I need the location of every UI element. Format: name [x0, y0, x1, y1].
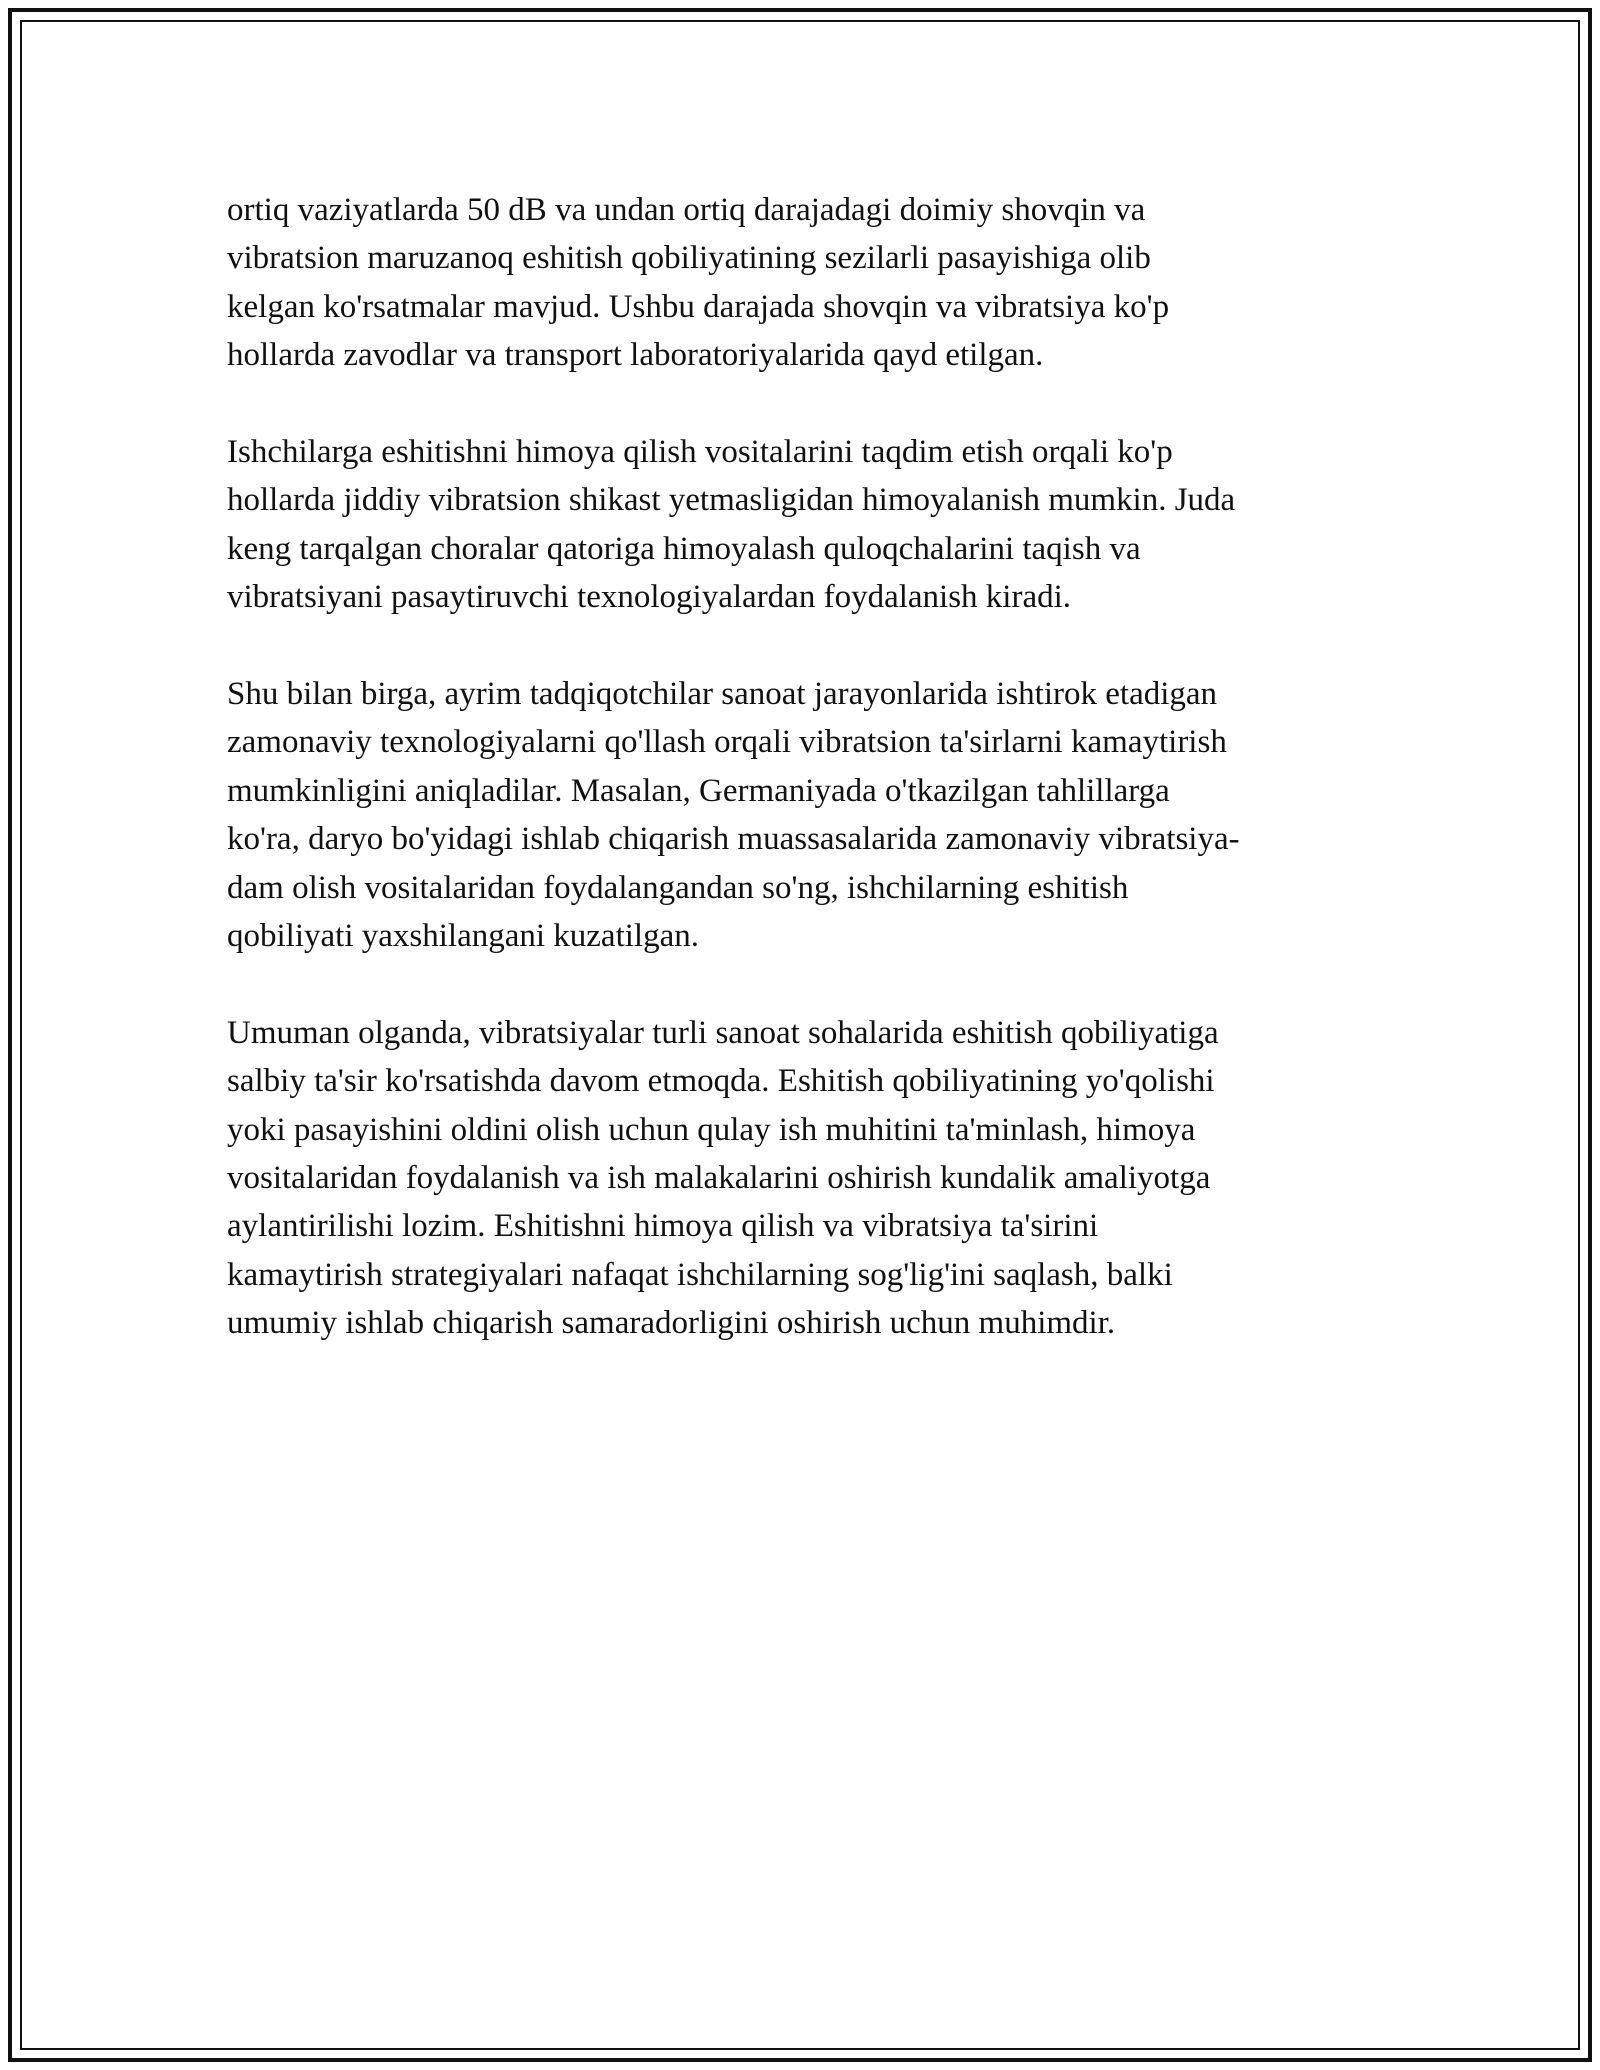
text-line: kelgan ko'rsatmalar mavjud. Ushbu darajada shovqin va vibratsiya ko'p	[227, 288, 1170, 325]
document-body	[227, 186, 1377, 1396]
text-line: qobiliyati yaxshilangani kuzatilgan.	[227, 918, 699, 955]
text-line: yoki pasayishini oldini olish uchun qulay ish muhitini ta'minlash, himoya	[227, 1111, 1196, 1148]
text-line: ko'ra, daryo bo'yidagi ishlab chiqarish muassasalarida zamonaviy vibratsiya-	[227, 821, 1240, 858]
paragraph-3	[227, 670, 1377, 960]
text-line: kamaytirish strategiyalari nafaqat ishchilarning sog'lig'ini saqlash, balki	[227, 1256, 1173, 1293]
text-line: Shu bilan birga, ayrim tadqiqotchilar sanoat jarayonlarida ishtirok etadigan	[227, 676, 1218, 713]
text-line: dam olish vositalaridan foydalangandan so'ng, ishchilarning eshitish	[227, 869, 1129, 906]
text-line: vositalaridan foydalanish va ish malakalarini oshirish kundalik amaliyotga	[227, 1160, 1211, 1197]
text-line: umumiy ishlab chiqarish samaradorligini oshirish uchun muhimdir.	[227, 1305, 1116, 1342]
text-line: Umuman olganda, vibratsiyalar turli sanoat sohalarida eshitish qobiliyatiga	[227, 1014, 1219, 1051]
text-line: hollarda jiddiy vibratsion shikast yetmasligidan himoyalanish mumkin. Juda	[227, 482, 1236, 519]
text-line: aylantirilishi lozim. Eshitishni himoya qilish va vibratsiya ta'sirini	[227, 1208, 1099, 1245]
paragraph-2	[227, 428, 1377, 622]
text-line: mumkinligini aniqladilar. Masalan, Germaniyada o'tkazilgan tahlillarga	[227, 772, 1170, 809]
text-line: hollarda zavodlar va transport laboratoriyalarida qayd etilgan.	[227, 337, 1044, 374]
text-line: ortiq vaziyatlarda 50 dB va undan ortiq darajadagi doimiy shovqin va	[227, 192, 1146, 228]
text-line: vibratsiyani pasaytiruvchi texnologiyalardan foydalanish kiradi.	[227, 579, 1072, 616]
text-line: keng tarqalgan choralar qatoriga himoyalash quloqchalarini taqish va	[227, 530, 1141, 567]
paragraph-4	[227, 1009, 1377, 1348]
paragraph-1	[227, 186, 1377, 380]
text-line: Ishchilarga eshitishni himoya qilish vositalarini taqdim etish orqali ko'p	[227, 434, 1173, 471]
text-line: zamonaviy texnologiyalarni qo'llash orqali vibratsion ta'sirlarni kamaytirish	[227, 724, 1227, 761]
text-line: salbiy ta'sir ko'rsatishda davom etmoqda. Eshitish qobiliyatining yo'qolishi	[227, 1063, 1215, 1100]
text-line: vibratsion maruzanoq eshitish qobiliyatining sezilarli pasayishiga olib	[227, 240, 1151, 277]
